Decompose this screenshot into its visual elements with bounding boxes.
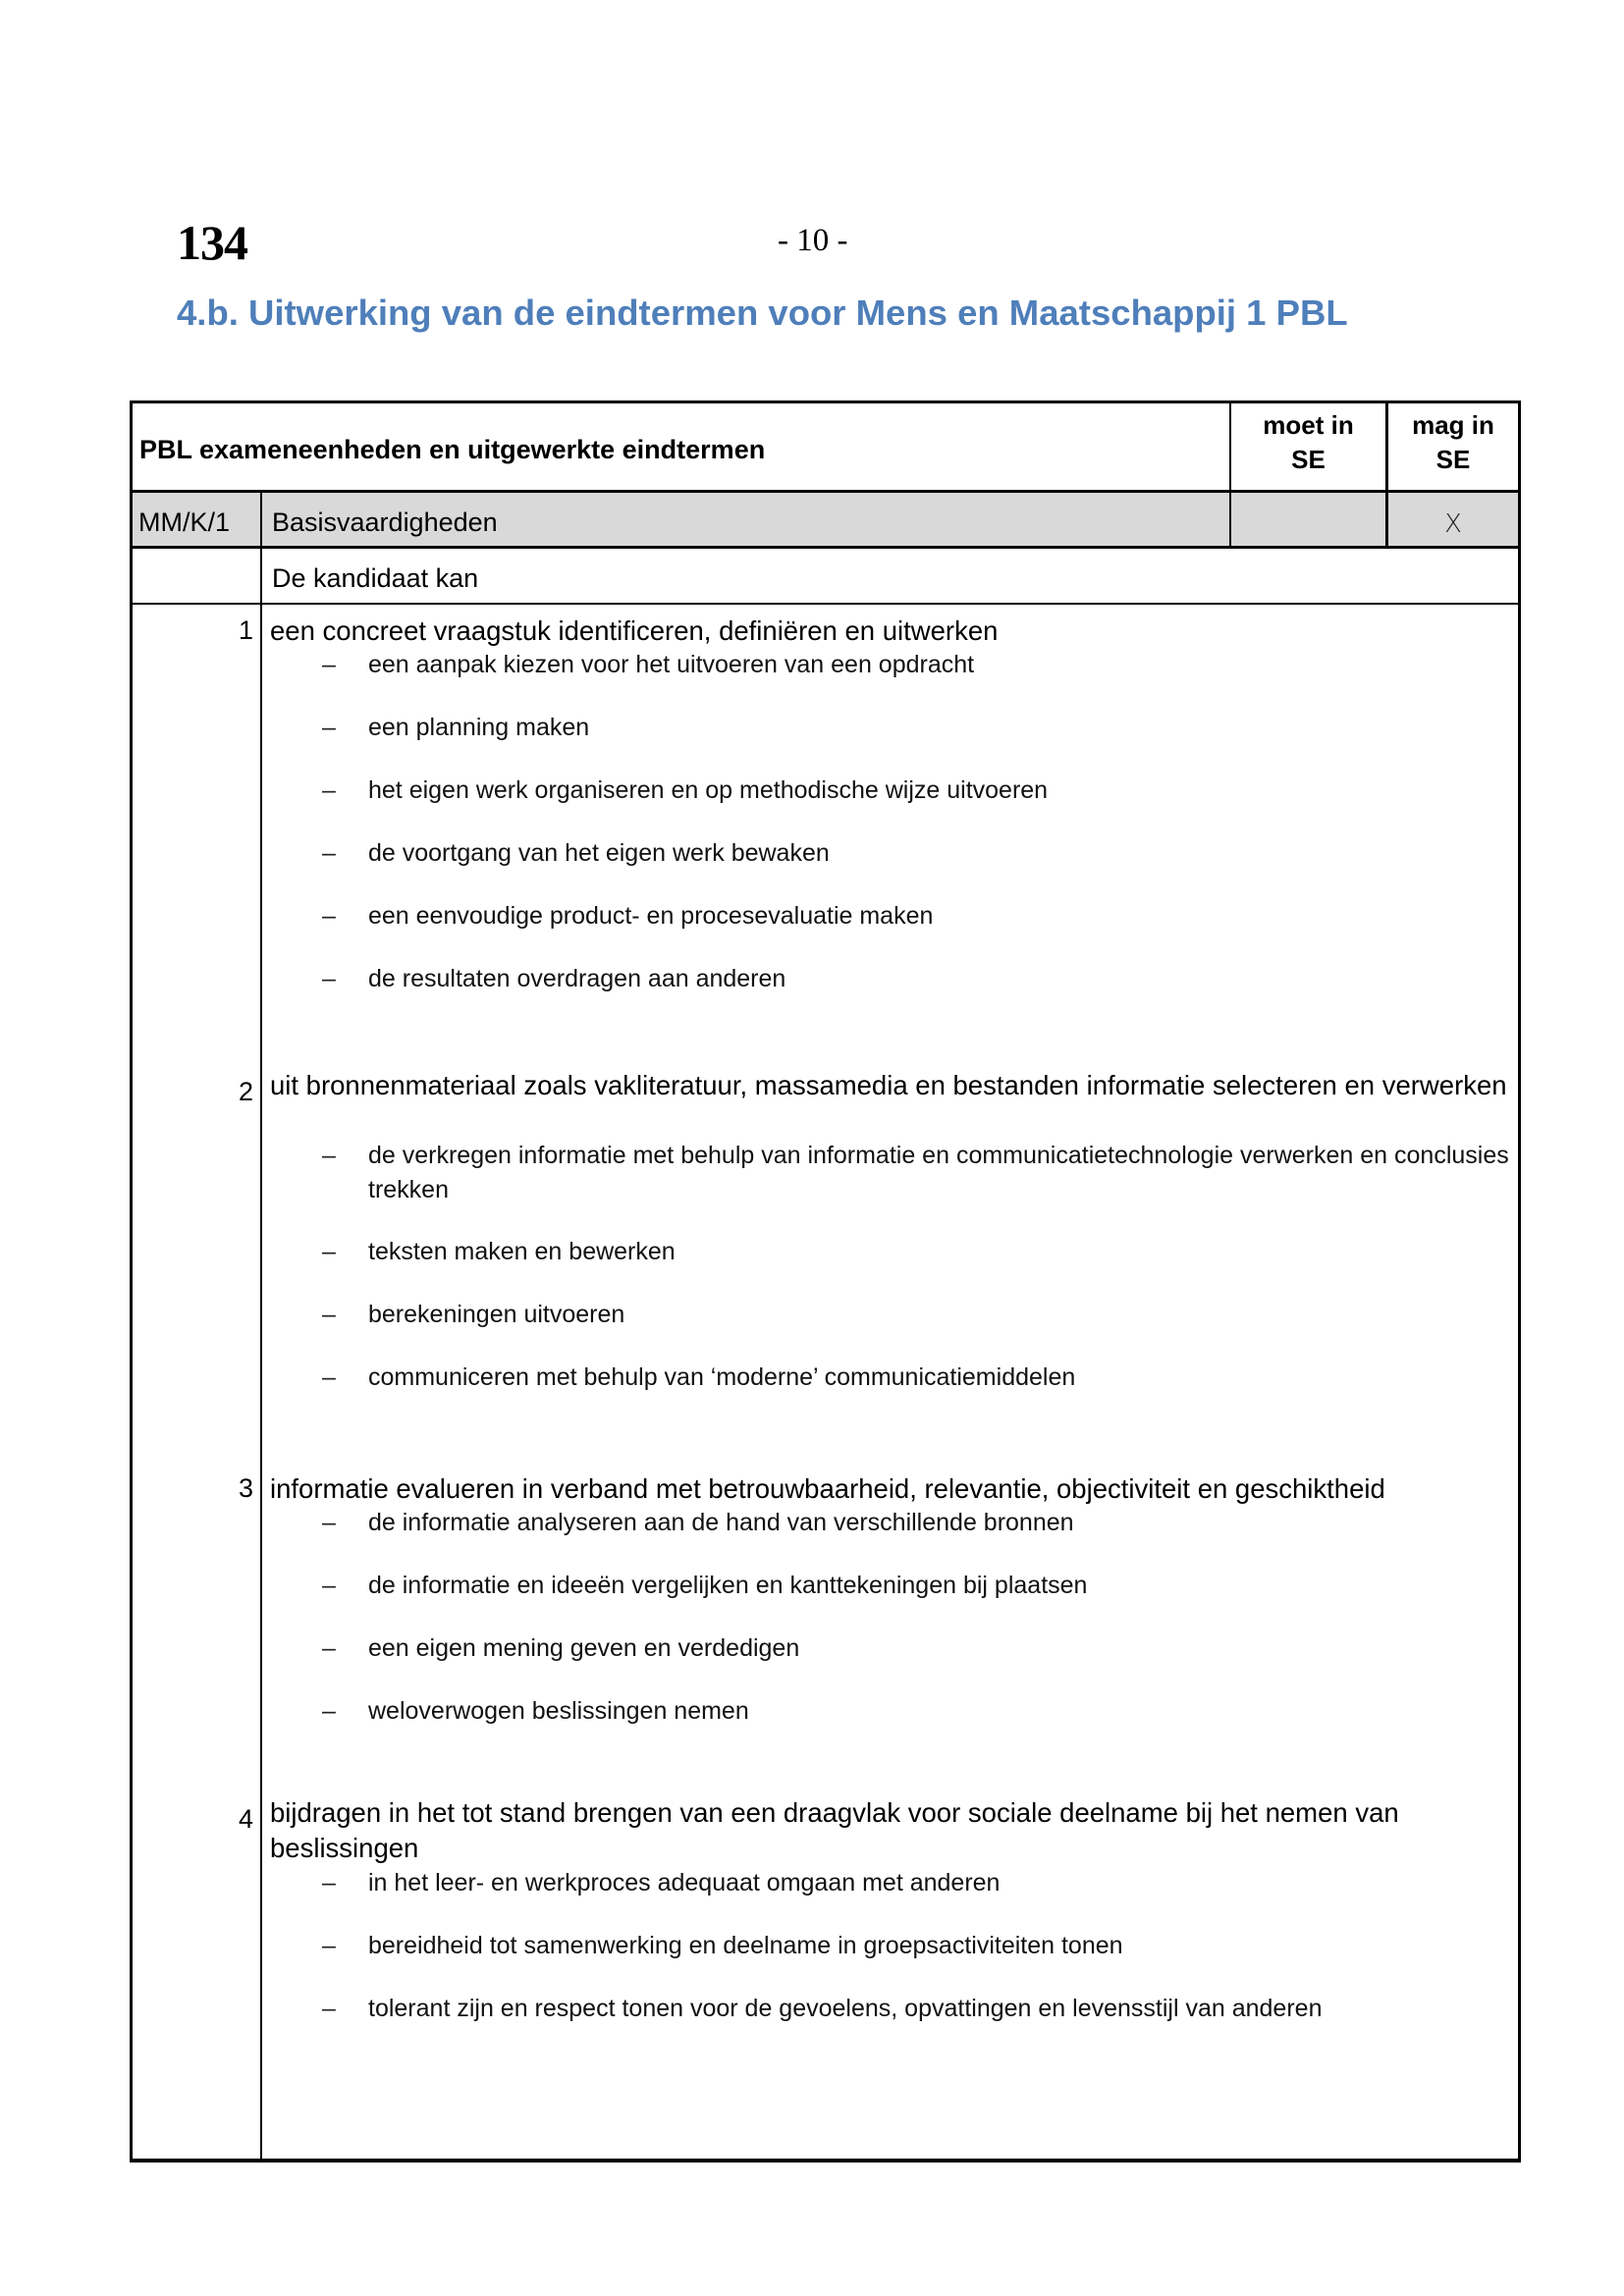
unit-mag-in-se-mark: X xyxy=(1444,509,1462,539)
subitem-text: een eenvoudige product- en procesevaluatie maken xyxy=(368,902,934,930)
dash-bullet-icon: – xyxy=(322,1932,336,1959)
subitem-text: het eigen werk organiseren en op methodische wijze uitvoeren xyxy=(368,776,1049,804)
subitem-text: de verkregen informatie met behulp van informatie en communicatietechnologie verwerken en conclusies trekken xyxy=(368,1142,1509,1203)
item-main-text: een concreet vraagstuk identificeren, definiëren en uitwerken xyxy=(270,615,999,646)
unit-code: MM/K/1 xyxy=(138,507,231,537)
subitem-text: de voortgang van het eigen werk bewaken xyxy=(368,839,830,867)
item-main-text: informatie evalueren in verband met betrouwbaarheid, relevantie, objectiviteit en geschiktheid xyxy=(270,1473,1385,1504)
dash-bullet-icon: – xyxy=(322,839,336,867)
subitem-text: een eigen mening geven en verdedigen xyxy=(368,1634,800,1662)
header-mag-in-se xyxy=(1388,408,1518,477)
subitem-text: bereidheid tot samenwerking en deelname in groepsactiviteiten tonen xyxy=(368,1932,1123,1959)
subitem-text: een aanpak kiezen voor het uitvoeren van een opdracht xyxy=(368,651,975,678)
dash-bullet-icon: – xyxy=(322,1995,336,2022)
dash-bullet-icon: – xyxy=(322,1634,336,1662)
table-border-left xyxy=(130,400,133,2163)
dash-bullet-icon: – xyxy=(322,1142,336,1169)
intro-row-divider xyxy=(130,603,1521,605)
subitem-text: tolerant zijn en respect tonen voor de gevoelens, opvattingen en levensstijl van anderen xyxy=(368,1995,1323,2022)
item-main-text: bijdragen in het tot stand brengen van een draagvlak voor sociale deelname bij het nemen van beslissingen xyxy=(270,1797,1399,1863)
dash-bullet-icon: – xyxy=(322,1697,336,1725)
item-number: 1 xyxy=(238,615,253,645)
dash-bullet-icon: – xyxy=(322,1509,336,1536)
dash-bullet-icon: – xyxy=(322,1869,336,1896)
intro-text: De kandidaat kan xyxy=(272,563,479,593)
dash-bullet-icon: – xyxy=(322,1301,336,1328)
table-border-bottom xyxy=(130,2159,1521,2163)
dash-bullet-icon: – xyxy=(322,1238,336,1265)
subitem-text: communiceren met behulp van ‘moderne’ communicatiemiddelen xyxy=(368,1363,1076,1391)
header-moet-line2: SE xyxy=(1291,445,1326,474)
header-mag-line2: SE xyxy=(1435,445,1471,474)
subitem-text: in het leer- en werkproces adequaat omgaan met anderen xyxy=(368,1869,1001,1896)
dash-bullet-icon: – xyxy=(322,1363,336,1391)
unit-row-divider xyxy=(130,546,1521,549)
item-number: 3 xyxy=(238,1473,253,1503)
subitem-text: de informatie en ideeën vergelijken en kanttekeningen bij plaatsen xyxy=(368,1572,1088,1599)
item-main-text: uit bronnenmateriaal zoals vakliteratuur, massamedia en bestanden informatie selecteren en verwerken xyxy=(270,1070,1507,1100)
item-number: 2 xyxy=(238,1077,253,1106)
header-moet-in-se xyxy=(1231,408,1385,477)
subitem-text: teksten maken en bewerken xyxy=(368,1238,676,1265)
subitem-text: de informatie analyseren aan de hand van verschillende bronnen xyxy=(368,1509,1074,1536)
dash-bullet-icon: – xyxy=(322,776,336,804)
eindtermen-table xyxy=(130,400,1521,2162)
header-divider xyxy=(130,490,1521,493)
subitem-text: een planning maken xyxy=(368,714,590,741)
dash-bullet-icon: – xyxy=(322,965,336,992)
dash-bullet-icon: – xyxy=(322,651,336,678)
item-number: 4 xyxy=(238,1804,253,1834)
document-number: 134 xyxy=(177,215,247,270)
section-title: 4.b. Uitwerking van de eindtermen voor Mens en Maatschappij 1 PBL xyxy=(177,293,1348,333)
header-main: PBL exameneenheden en uitgewerkte eindtermen xyxy=(139,435,766,464)
unit-name: Basisvaardigheden xyxy=(272,507,498,537)
table-border-top xyxy=(130,400,1521,403)
header-mag-line1: mag in xyxy=(1412,410,1494,440)
subitem-text: weloverwogen beslissingen nemen xyxy=(368,1697,749,1725)
column-divider-code xyxy=(260,492,262,2163)
subitem-text: de resultaten overdragen aan anderen xyxy=(368,965,786,992)
subitem-text: berekeningen uitvoeren xyxy=(368,1301,625,1328)
header-moet-line1: moet in xyxy=(1263,410,1354,440)
dash-bullet-icon: – xyxy=(322,714,336,741)
dash-bullet-icon: – xyxy=(322,1572,336,1599)
page-number: - 10 - xyxy=(778,223,848,258)
dash-bullet-icon: – xyxy=(322,902,336,930)
table-border-right xyxy=(1518,400,1521,2163)
